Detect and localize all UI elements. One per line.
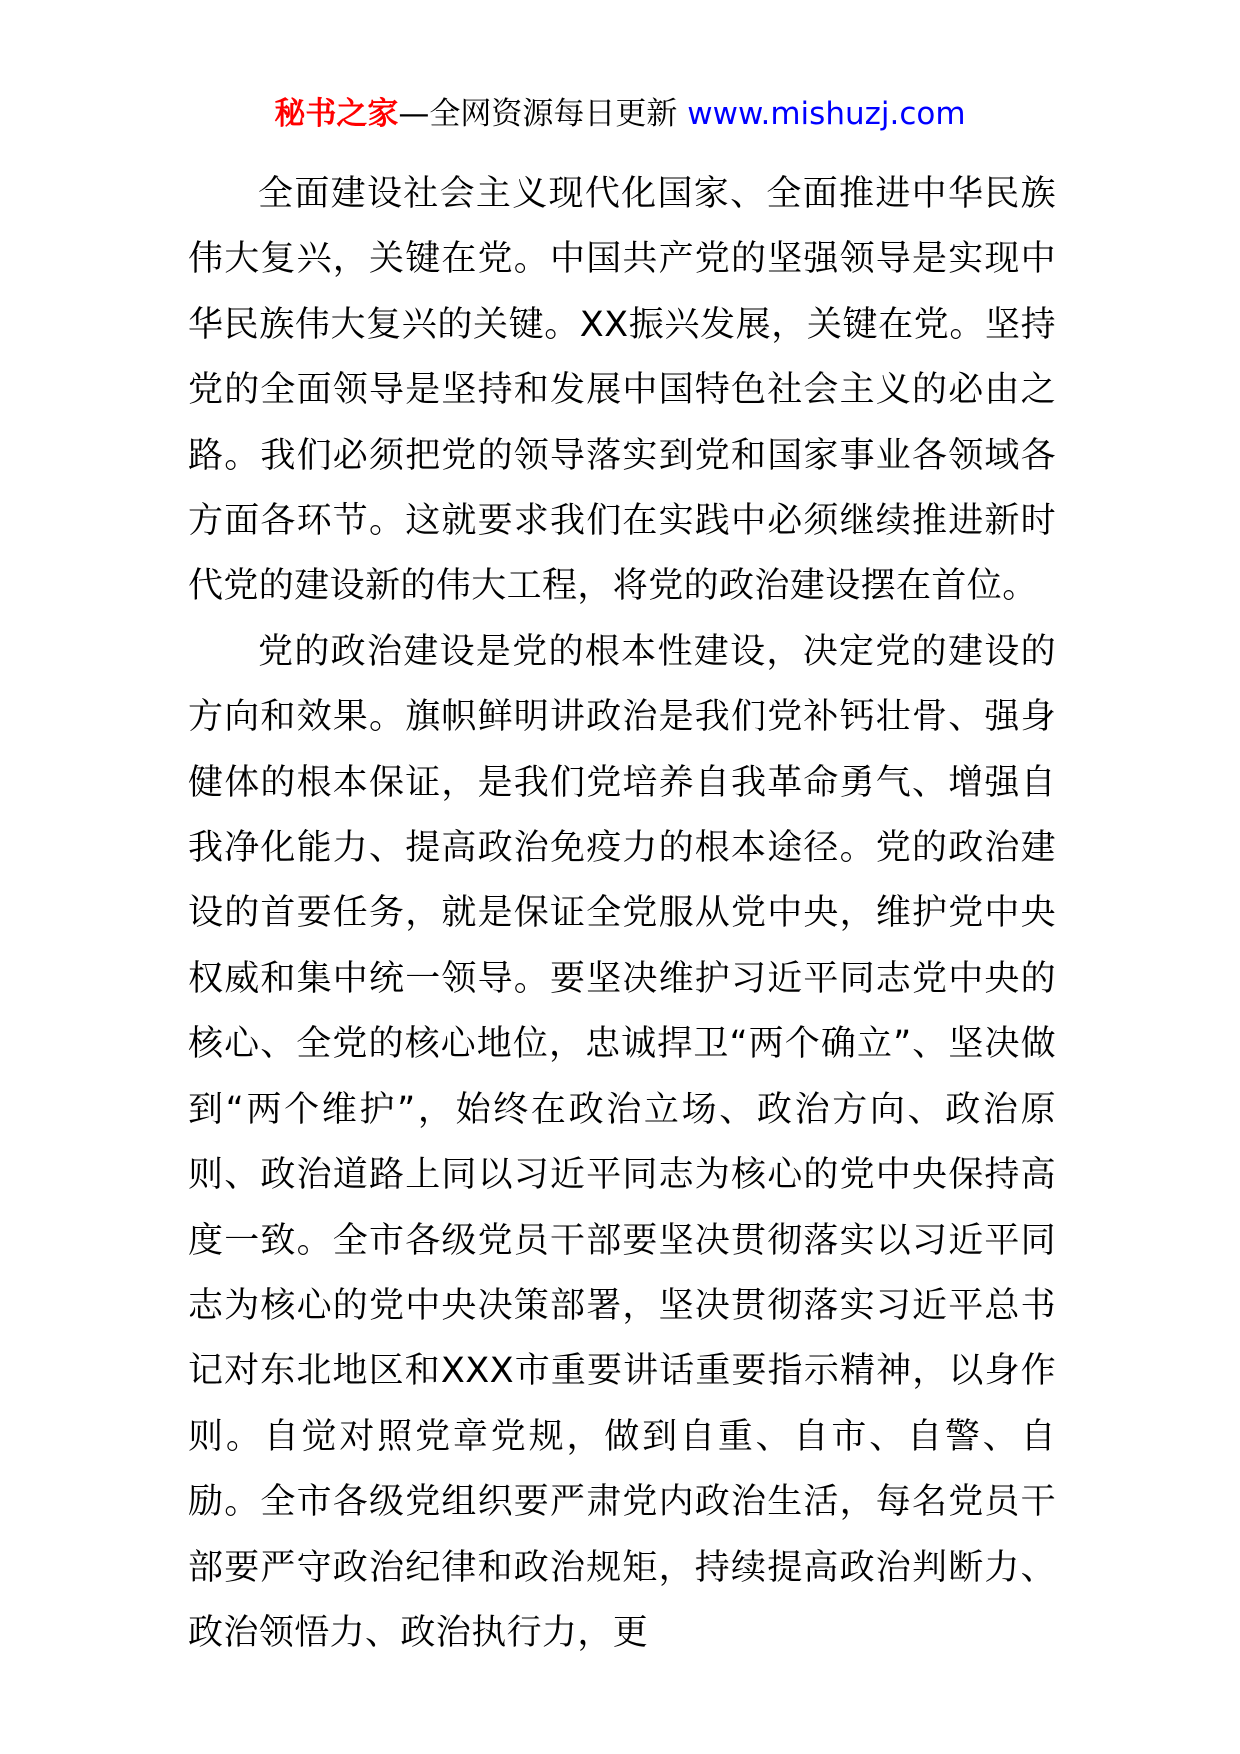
site-url-link[interactable]: www.mishuzj.com (687, 96, 966, 132)
document-body (188, 162, 1056, 1666)
header-tagline: —全网资源每日更新 (398, 96, 678, 132)
brand-name: 秘书之家 (274, 96, 399, 132)
site-header (0, 94, 1240, 134)
paragraph-2: 党的政治建设是党的根本性建设，决定党的建设的方向和效果。旗帜鲜明讲政治是我们党补钙壮骨、强身健体的根本保证，是我们党培养自我革命勇气、增强自我净化能力、提高政治免疫力的根本途径。党的政治建设的首要任务，就是保证全党服从党中央，维护党中央权威和集中统一领导。要坚决维护习近平同志党中央的核心、全党的核心地位，忠诚捍卫“两个确立”、坚决做到“两个维护”，始终在政治立场、政治方向、政治原则、政治道路上同以习近平同志为核心的党中央保持高度一致。全市各级党员干部要坚决贯彻落实以习近平同志为核心的党中央决策部署，坚决贯彻落实习近平总书记对东北地区和XXX市重要讲话重要指示精神，以身作则。自觉对照党章党规，做到自重、自市、自警、自励。全市各级党组织要严肃党内政治生活，每名党员干部要严守政治纪律和政治规矩，持续提高政治判断力、政治领悟力、政治执行力，更 (188, 631, 1056, 1653)
paragraph-1: 全面建设社会主义现代化国家、全面推进中华民族伟大复兴，关键在党。中国共产党的坚强领导是实现中华民族伟大复兴的关键。XX振兴发展，关键在党。坚持党的全面领导是坚持和发展中国特色社会主义的必由之路。我们必须把党的领导落实到党和国家事业各领域各方面各环节。这就要求我们在实践中必须继续推进新时代党的建设新的伟大工程，将党的政治建设摆在首位。 (188, 174, 1056, 607)
